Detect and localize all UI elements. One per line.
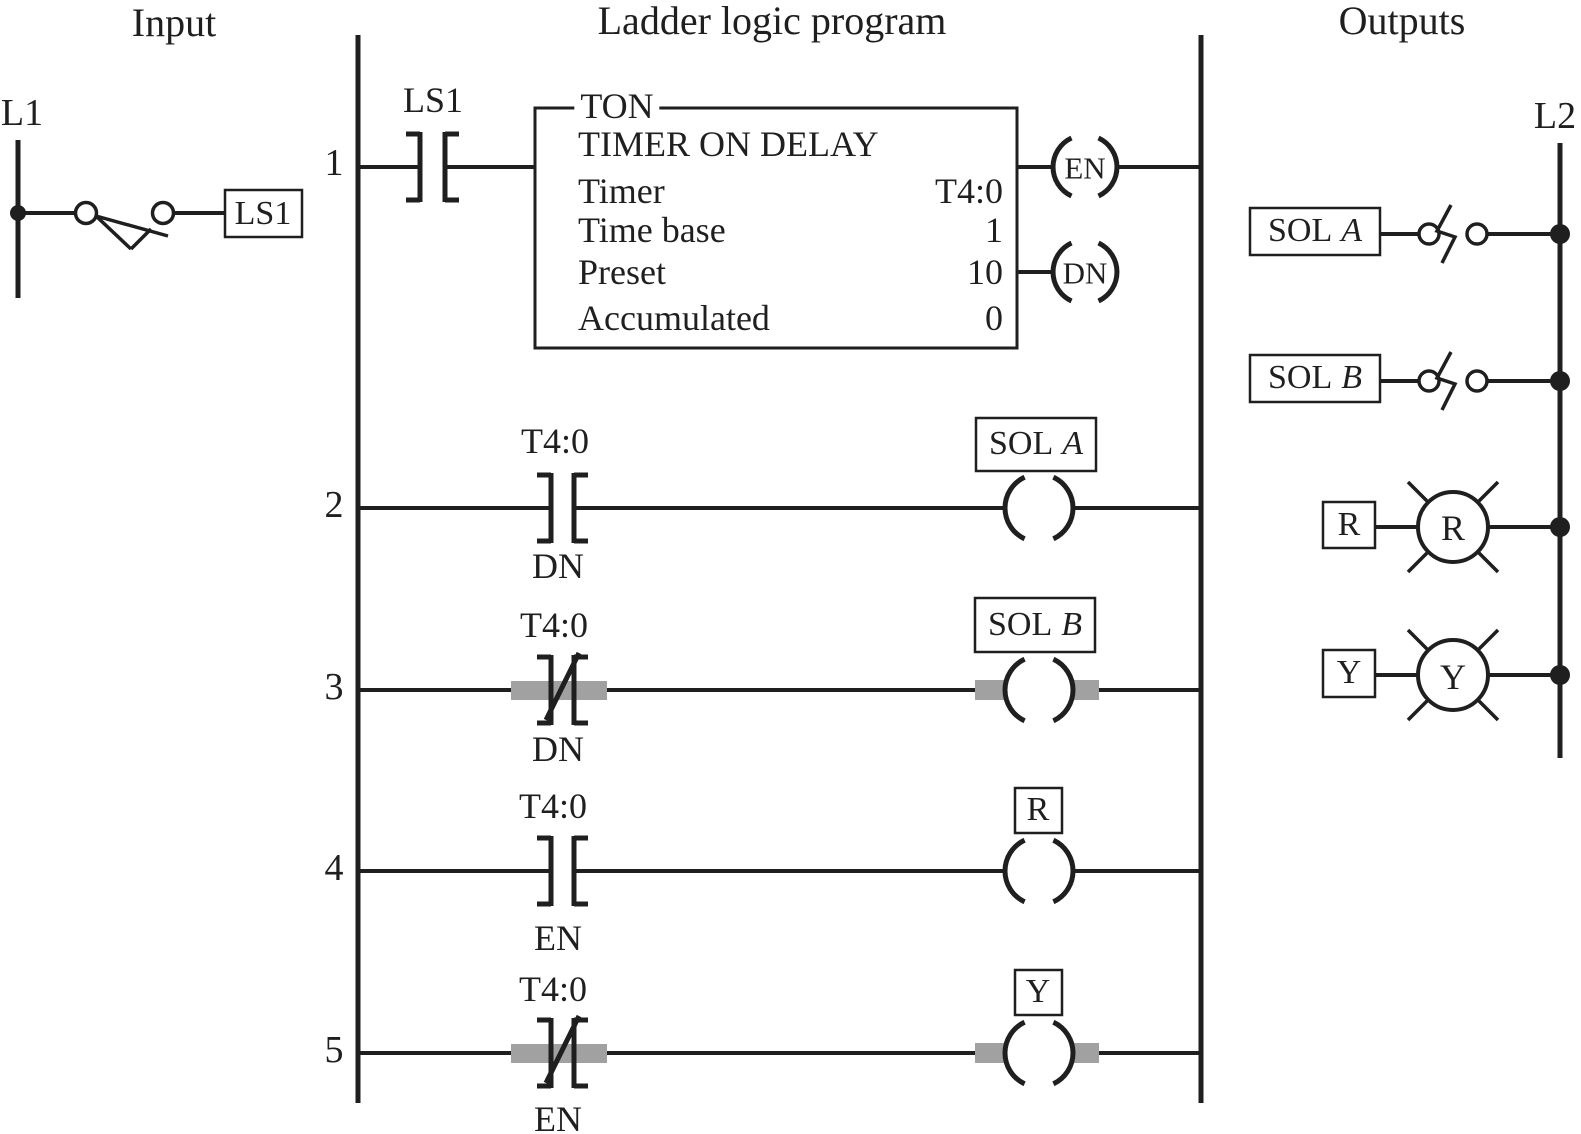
output-box-label-y: Y <box>1336 654 1362 691</box>
output-sol-a-prefix: SOL <box>1267 212 1333 249</box>
output-box-label-r: R <box>1337 506 1361 543</box>
output-sol-a-suffix: A <box>1341 212 1363 249</box>
timer-row-value-accumulated: 0 <box>985 298 1003 338</box>
timer-row-value-timer: T4:0 <box>935 171 1003 211</box>
input-device-label: LS1 <box>234 195 292 232</box>
contact-label-rung-5: T4:0 <box>519 969 587 1009</box>
l2-rail-label: L2 <box>1533 95 1577 137</box>
timer-row-value-preset: 10 <box>967 252 1003 292</box>
output-sol-b-prefix: SOL <box>1267 359 1333 396</box>
rung-number-2: 2 <box>324 484 344 526</box>
contact-label-rung-2: T4:0 <box>521 421 589 461</box>
en-coil-label: EN <box>1064 150 1106 186</box>
highlight-coil-5-left <box>975 1043 1005 1063</box>
sol-a-suffix: A <box>1062 425 1084 462</box>
timer-row-value-timebase: 1 <box>985 210 1003 250</box>
timer-row-label-preset: Preset <box>578 252 666 292</box>
en-coil <box>1017 138 1201 196</box>
lamp-letter-y: Y <box>1440 657 1466 697</box>
output-label-sol-a <box>1268 214 1362 248</box>
contact-sub-rung-4: EN <box>534 918 582 958</box>
contact-sub-rung-3: DN <box>532 729 584 769</box>
output-sol-b-suffix: B <box>1341 359 1363 396</box>
rung-number-3: 3 <box>324 666 344 708</box>
timer-row-label-timer: Timer <box>578 171 665 211</box>
contact-sub-rung-2: DN <box>532 546 584 586</box>
sol-b-prefix: SOL <box>987 606 1053 643</box>
contact-label-rung-1: LS1 <box>402 80 464 120</box>
highlight-coil-3-right <box>1073 680 1099 700</box>
timer-title: TIMER ON DELAY <box>578 124 879 164</box>
rung-5 <box>358 970 1201 1088</box>
rung-number-1: 1 <box>324 142 344 184</box>
rung-4 <box>358 788 1201 906</box>
contact-sub-rung-5: EN <box>534 1099 582 1134</box>
timer-type-label: TON <box>574 88 659 124</box>
timer-row-label-timebase: Time base <box>578 210 726 250</box>
rung-number-4: 4 <box>324 847 344 889</box>
l1-rail-label: L1 <box>0 92 44 134</box>
contact-label-rung-3: T4:0 <box>520 605 588 645</box>
lamp-letter-r: R <box>1440 508 1466 548</box>
coil-label-rung-3 <box>988 608 1082 642</box>
sol-a-prefix: SOL <box>988 425 1054 462</box>
rung-number-5: 5 <box>324 1029 344 1071</box>
sol-b-suffix: B <box>1061 606 1083 643</box>
input-section-title: Input <box>131 0 217 45</box>
dn-coil-label: DN <box>1062 255 1108 291</box>
contact-label-rung-4: T4:0 <box>519 786 587 826</box>
highlight-coil-3-left <box>975 680 1005 700</box>
coil-label-rung-4: R <box>1026 791 1050 828</box>
ladder-section-title: Ladder logic program <box>597 0 947 43</box>
coil-label-rung-5: Y <box>1025 973 1051 1010</box>
timer-row-label-accumulated: Accumulated <box>578 298 770 338</box>
outputs-section-title: Outputs <box>1338 0 1466 43</box>
input-power-rail <box>10 140 26 298</box>
highlight-coil-5-right <box>1073 1043 1099 1063</box>
coil-label-rung-2 <box>989 427 1083 461</box>
output-label-sol-b <box>1268 361 1362 395</box>
